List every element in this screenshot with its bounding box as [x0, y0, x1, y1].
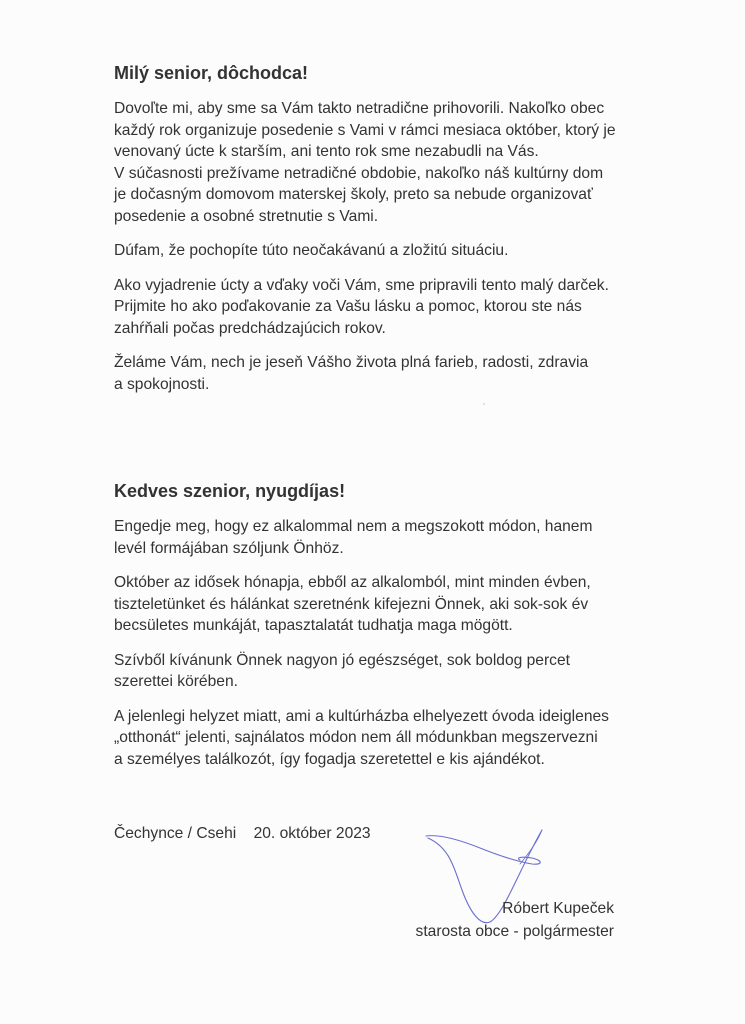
- hungarian-greeting-heading: Kedves szenior, nyugdíjas!: [114, 481, 346, 501]
- text-line: Ako vyjadrenie úcty a vďaky voči Vám, sme pripravili tento malý darček.: [114, 276, 609, 294]
- text-line: posedenie a osobné stretnutie s Vami.: [114, 207, 379, 225]
- text-line: Szívből kívánunk Önnek nagyon jó egészséget, sok boldog percet: [114, 651, 570, 669]
- text-line: Dovoľte mi, aby sme sa Vám takto netradične prihovorili. Nakoľko obec: [114, 100, 605, 117]
- text-line: V súčasnosti prežívame netradičné obdobie, nakoľko náš kultúrny dom: [114, 164, 604, 182]
- text-line: Želáme Vám, nech je jeseň Vášho života plná farieb, radosti, zdravia: [114, 354, 589, 371]
- scan-speck: [483, 403, 485, 405]
- text-line: „otthonát“ jelenti, sajnálatos módon nem áll módunkban megszervezni: [114, 729, 598, 746]
- text-line: a személyes találkozót, így fogadja szeretettel e kis ajándékot.: [114, 750, 545, 768]
- hungarian-paragraph-2: [114, 572, 714, 637]
- text-line: becsületes munkáját, tapasztalatát tudhatja maga mögött.: [114, 617, 513, 634]
- hungarian-paragraph-4: [114, 706, 714, 771]
- text-line: szerettei körében.: [114, 673, 238, 690]
- text-line: tiszteletünket és hálánkat szeretnénk kifejezni Önnek, aki sok-sok év: [114, 595, 589, 613]
- slovak-section: [114, 62, 714, 408]
- place-text: Čechynce / Csehi: [114, 825, 237, 842]
- slovak-paragraph-1: [114, 98, 714, 227]
- hungarian-section: [114, 480, 714, 783]
- text-line: Engedje meg, hogy ez alkalommal nem a megszokott módon, hanem: [114, 518, 593, 535]
- text-line: zahŕňali počas predchádzajúcich rokov.: [114, 319, 386, 337]
- text-line: každý rok organizuje posedenie s Vami v rámci mesiaca október, ktorý je: [114, 121, 616, 139]
- text-line: venovaný úcte k starším, ani tento rok sme nezabudli na Vás.: [114, 143, 539, 160]
- slovak-paragraph-3: [114, 275, 714, 340]
- signer-block: [392, 897, 614, 943]
- text-line: Prijmite ho ako poďakovanie za Vašu lásku a pomoc, ktorou ste nás: [114, 298, 582, 315]
- hungarian-paragraph-3: [114, 650, 714, 693]
- date-text: 20. október 2023: [253, 825, 371, 842]
- hungarian-paragraph-1: [114, 516, 714, 559]
- text-line: a spokojnosti.: [114, 375, 210, 393]
- text-line: je dočasným domovom materskej školy, preto sa nebude organizovať: [114, 186, 593, 203]
- text-line: A jelenlegi helyzet miatt, ami a kultúrházba elhelyezett óvoda ideiglenes: [114, 707, 609, 725]
- slovak-greeting-heading: Milý senior, dôchodca!: [114, 63, 309, 83]
- text-line: levél formájában szóljunk Önhöz.: [114, 539, 344, 557]
- signer-title: starosta obce - polgármester: [415, 923, 614, 940]
- place-and-date: [114, 825, 371, 843]
- signer-name: Róbert Kupeček: [502, 900, 614, 917]
- slovak-paragraph-2: [114, 240, 714, 262]
- text-line: Október az idősek hónapja, ebből az alkalomból, mint minden évben,: [114, 574, 591, 591]
- text-line: Dúfam, že pochopíte túto neočakávanú a zložitú situáciu.: [114, 242, 509, 259]
- slovak-paragraph-4: [114, 352, 714, 395]
